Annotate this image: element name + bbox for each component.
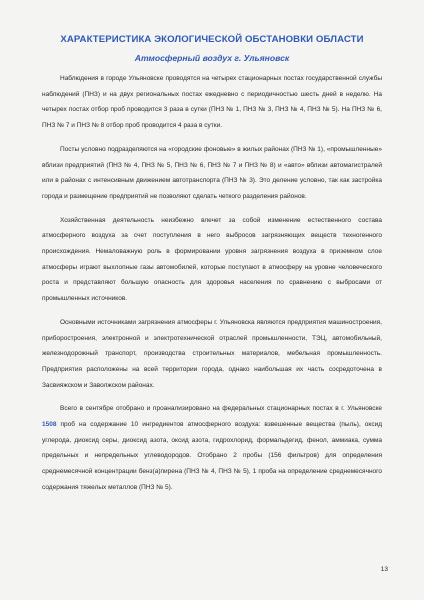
paragraph-post-categories: Посты условно подразделяются на «городские фоновые» в жилых районах (ПНЗ № 1), «промышленные» вблизи предприятий (ПНЗ № 4, ПНЗ № 5, ПНЗ № 6, ПНЗ № 7 и ПНЗ № 8) и «авто» вблизи автомагистралей или в районах с интенсивным движением автотранспорта (ПНЗ № 3). Это деление условно, так как застройка города и размещение предприятий не позволяют сделать четкого разделения районов. [42, 145, 382, 200]
samples-text-before: Всего в сентябре отобрано и проанализировано на федеральных стационарных постах в г. Ульяновске [60, 405, 382, 413]
paragraph-economic-activity: Хозяйственная деятельность неизбежно влечет за собой изменение естественного состава атмосферного воздуха за счет поступления в него выбросов загрязняющих веществ техногенного происхождения. Немаловажную роль в формировании уровня загрязнения воздуха в приземном слое атмосферы играют выхлопные газы автомобилей, которые поступают в атмосферу на уровне человеческого роста и представляют большую опасность для здоровья населения по сравнению с выбросами от промышленных источников. [42, 216, 382, 303]
paragraph-pollution-sources: Основными источниками загрязнения атмосферы г. Ульяновска являются предприятия машиностроения, приборостроения, электронной и электротехнической отраслей промышленности, ТЭЦ, автомобильный, железнодорожный транспорт, производства строительных материалов, мебельная промышленность. Предприятия расположены на всей территории города, однако наибольшая их часть сосредоточена в Засвияжском и Заволжском районах. [42, 318, 382, 389]
paragraph-monitoring-posts: Наблюдения в городе Ульяновске проводятся на четырех стационарных постах государственной службы наблюдений (ПНЗ) и на двух региональных постах ежедневно с периодичностью шесть дней в неделю. На четырех постах отбор проб проводится 3 раза в сутки (ПНЗ № 1, ПНЗ № 3, ПНЗ № 4, ПНЗ № 5). На ПНЗ № 6, ПНЗ № 7 и ПНЗ № 8 отбор проб проводится 4 раза в сутки. [42, 75, 382, 130]
document-subtitle: Атмосферный воздух г. Ульяновск [134, 53, 290, 63]
samples-text-after: проб на содержание 10 ингредиентов атмосферного воздуха: взвешенные вещества (пыль), оксид углерода, диоксид серы, диоксид азота, оксид азота, гидрохлорид, формальдегид, фенол, аммиака, сумма предельных и непредельных углеводородов. Отобрано 2 пробы (156 фильтров) для определения среднемесячной концентрации бенз(а)пирена (ПНЗ № 4, ПНЗ № 5), 1 проба на определение среднемесячного содержания тяжелых металлов (ПНЗ № 5). [42, 421, 382, 491]
page-number: 13 [380, 566, 388, 573]
paragraph-samples-analyzed [42, 401, 382, 495]
samples-count: 1508 [42, 421, 57, 429]
document-title: ХАРАКТЕРИСТИКА ЭКОЛОГИЧЕСКОЙ ОБСТАНОВКИ ОБЛАСТИ [60, 34, 364, 45]
